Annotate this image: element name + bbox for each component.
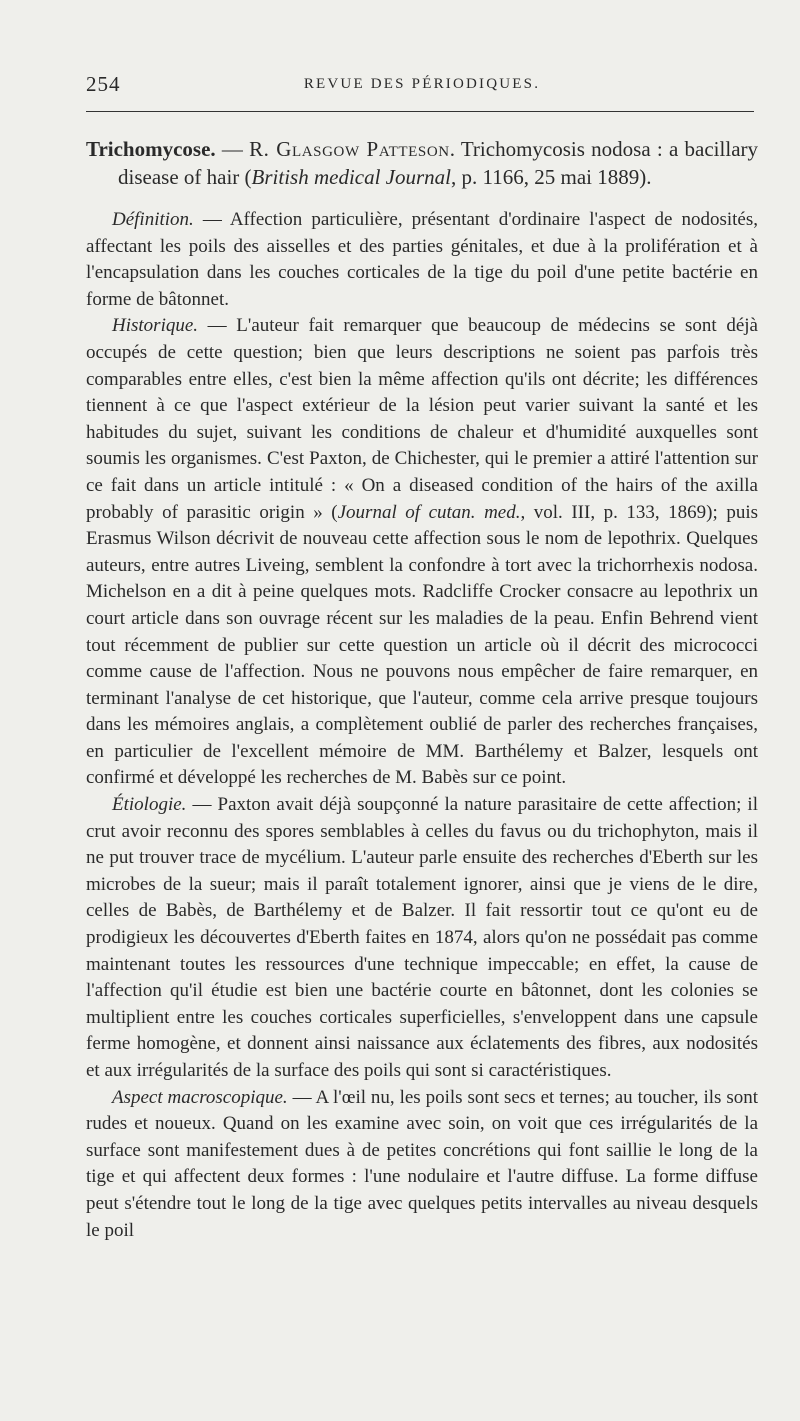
header-rule (86, 111, 754, 112)
article-title-text: . Trichomycosis nodosa : a bacillary disease of hair ( (118, 137, 759, 189)
article-body (86, 136, 758, 1244)
journal-reference: Journal of cutan. med. (337, 501, 521, 523)
running-title: REVUE DES PÉRIODIQUES. (303, 76, 541, 92)
article-citation: , p. 1166, 25 mai 1889). (451, 164, 652, 189)
author-initial: R. (249, 137, 277, 161)
paragraph-text: — Affection particulière, présentant d'ordinaire l'aspect de nodosités, affectant les poils des aisselles et des parties génitales, et due à la prolifération et à l'encapsulation dans les couches corticales de la tige du poil d'une petite bactérie en forme de bâtonnet. (86, 209, 758, 310)
paragraph-text: — Paxton avait déjà soupçonné la nature parasitaire de cette affection; il crut avoir reconnu des spores semblables à celles du favus ou du trichophyton, mais il ne put trouver trace de mycélium. L'auteur parle ensuite des recherches d'Eberth sur les microbes de la sueur; mais il paraît totalement ignorer, ainsi que je viens de le dire, celles de Babès, de Barthélemy et de Balzer. Il fait ressortir tout ce qu'ont eu de prodigieux les découvertes d'Eberth faites en 1874, alors qu'on ne possédait pas comme maintenant toutes les ressources d'une technique impeccable; en effet, la cause de l'affection qu'il étudie est bien une bactérie courte en bâtonnet, dont les colonies se multiplient entre les couches corticales superficielles, s'enveloppent dans une capsule ferme homogène, et donnent ainsi naissance aux éclatements des fibres, aux nodosités et aux irrégularités de la surface des poils qui sont si caractéristiques. (86, 794, 758, 1081)
section-label-aspect: Aspect macroscopique. (112, 1086, 288, 1108)
paragraph-text: — L'auteur fait remarquer que beaucoup de médecins se sont déjà occupés de cette question; bien que leurs descriptions ne soient pas parfois très comparables entre elles, c'est bien la même affection qu'ils ont décrite; les différences tiennent à ce que l'aspect extérieur de la lésion peut varier suivant la santé et les habitudes du sujet, suivant les conditions de chaleur et d'humidité auxquelles sont soumis les organismes. C'est Paxton, de Chichester, qui le premier a attiré l'attention sur ce fait dans un article intitulé : « On a diseased condition of the hairs of the axilla probably of parasitic origin » ( (86, 315, 758, 523)
paragraph-aspect (86, 1085, 758, 1245)
paragraph-historique (86, 313, 758, 792)
paragraph-etiologie (86, 792, 758, 1085)
paragraph-text: — A l'œil nu, les poils sont secs et ternes; au toucher, ils sont rudes et noueux. Quand on les examine avec soin, on voit que ces irrégularités de la surface sont manifestement dues à de petites concrétions qui font saillie le long de la tige et qui affectent deux formes : l'une nodulaire et l'autre diffuse. La forme diffuse peut s'étendre tout le long de la tige avec quelques petits intervalles au niveau desquels le poil (86, 1086, 758, 1241)
author-name: Glasgow Patteson (276, 137, 450, 161)
paragraph-text-continued: , vol. III, p. 133, 1869); puis Erasmus Wilson décrivit de nouveau cette affection sous le nom de lepothrix. Quelques auteurs, entre autres Liveing, semblent la confondre à tort avec la trichorrhexis nodosa. Michelson en a dit à peine quelques mots. Radcliffe Crocker consacre au lepothrix un court article dans son ouvrage récent sur les maladies de la peau. Enfin Behrend vient tout récemment de publier sur cette question un article où il décrit des micrococci comme cause de l'affection. Nous ne pouvons nous empêcher de faire remarquer, en terminant l'analyse de cet historique, que l'auteur, comme cela arrive presque toujours dans les mémoires anglais, a complètement oublié de parler des recherches françaises, en particulier de l'excellent mémoire de MM. Barthélemy et Balzer, lesquels ont confirmé et développé les recherches de M. Babès sur ce point. (86, 501, 758, 789)
journal-name: British medical Journal (251, 164, 452, 189)
page-number: 254 (86, 72, 121, 96)
paragraph-definition (86, 207, 758, 313)
page-header (86, 72, 758, 100)
article-subject: Trichomycose. (86, 137, 216, 161)
section-label-historique: Historique. (112, 315, 199, 337)
section-label-definition: Définition. (112, 209, 194, 230)
section-label-etiologie: Étiologie. (112, 794, 187, 816)
article-heading (86, 136, 758, 191)
heading-dash: — (215, 137, 250, 161)
